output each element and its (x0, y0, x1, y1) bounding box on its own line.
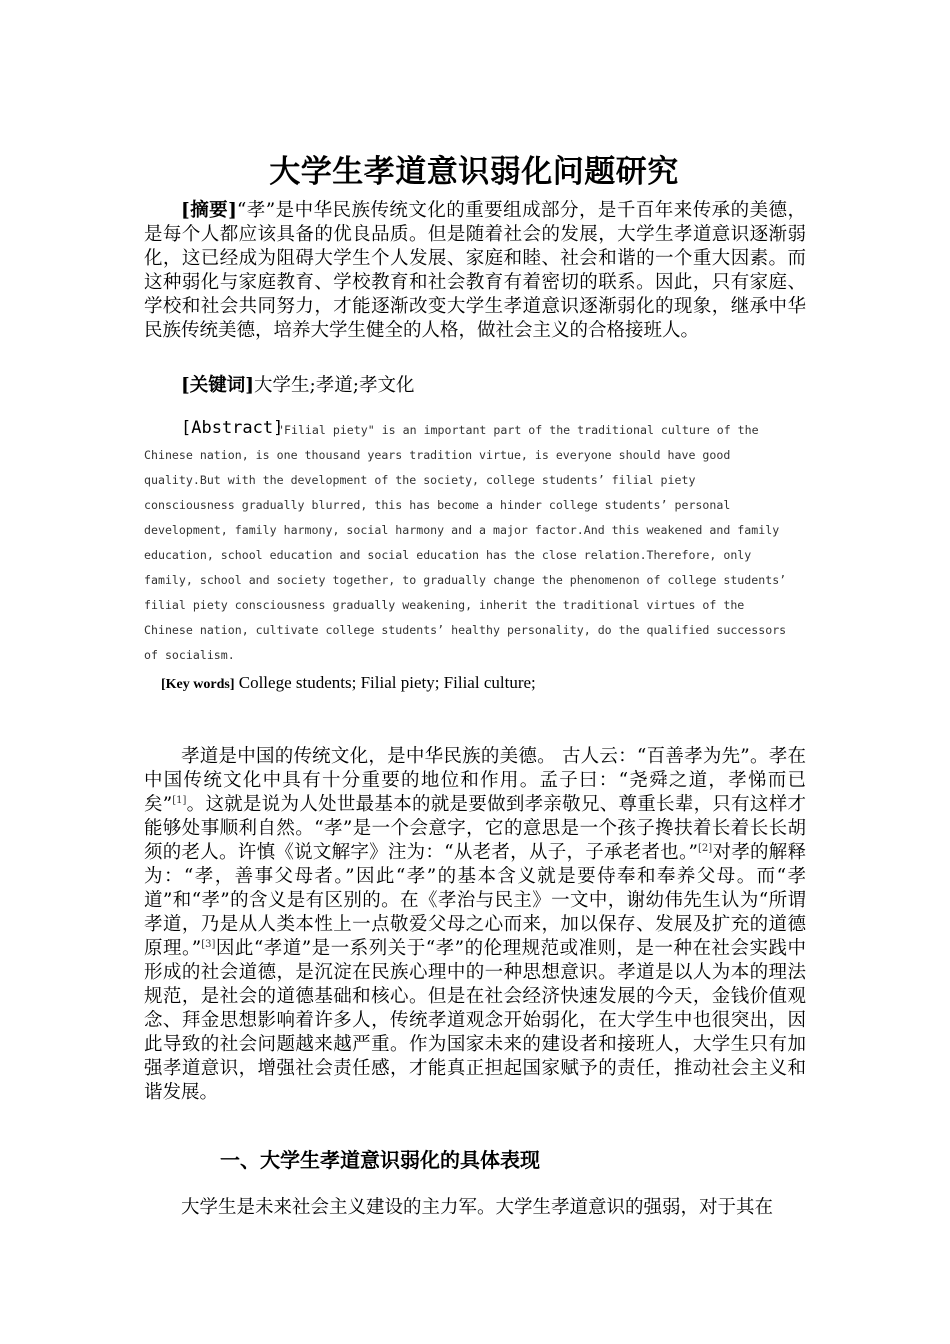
abstract-en-line: of socialism. (144, 648, 235, 662)
keywords-en-text: College students; Filial piety; Filial culture; (238, 673, 536, 692)
keywords-cn-text: 大学生;孝道;孝文化 (254, 375, 415, 396)
citation-2[interactable]: [2] (698, 842, 713, 854)
paper-title: 大学生孝道意识弱化问题研究 (269, 154, 679, 190)
intro-text-4: 因此“孝道”是一系列关于“孝”的伦理规范或准则，是一种在社会实践中形成的社会道德，是沉淀在民族心理中的一种思想意识。孝道是以人为本的理法规范，是社会的道德基础和核心。但是在社会经济快速发展的今天，金钱价值观念、拜金思想影响着许多人，传统孝道观念开始弱化，在大学生中也很突出，因此导致的社会问题越来越严重。作为国家未来的建设者和接班人，大学生只有加强孝道意识，增强社会责任感，才能真正担起国家赋予的责任，推动社会主义和谐发展。 (144, 938, 806, 1103)
intro-text-3: 对孝的解释为：“孝，善事父母者。”因此“孝”的基本含义就是要侍奉和奉养父母。而“孝道”和“孝”的含义是有区别的。在《孝治与民主》一文中，谢幼伟先生认为“所谓孝道，乃是从人类本性上一点敬爱父母之心而来，加以保存、发展及扩充的道德原理。” (144, 842, 806, 959)
abstract-en-line: "Filial piety" is an important part of the traditional culture of the (277, 423, 759, 437)
abstract-en-line: family, school and society together, to gradually change the phenomenon of college students’ (144, 573, 787, 587)
abstract-cn-label: [摘要] (181, 200, 237, 221)
intro-text-1: 孝道是中国的传统文化，是中华民族的美德。 古人云：“百善孝为先”。孝在中国传统文化中具有十分重要的地位和作用。孟子曰：“尧舜之道，孝悌而已矣” (144, 746, 806, 815)
abstract-en-line: education, school education and social education has the close relation.Therefore, only (144, 548, 752, 562)
intro-text-2: 。这就是说为人处世最基本的就是要做到孝亲敬兄、尊重长辈，只有这样才能够处事顺利自然。“孝”是一个会意字，它的意思是一个孩子搀扶着长着长长胡须的老人。许慎《说文解字》注为：“从老者，从子，子承老者也。” (144, 794, 806, 863)
keywords-en (161, 673, 536, 693)
abstract-en-line: Chinese nation, is one thousand years tradition virtue, is everyone should have good (144, 448, 731, 462)
abstract-en-line: development, family harmony, social harmony and a major factor.And this weakened and family (144, 523, 780, 537)
abstract-en-body (144, 418, 810, 668)
intro-paragraph (144, 745, 806, 1105)
abstract-cn (144, 199, 806, 343)
abstract-en-line: filial piety consciousness gradually weakening, inherit the traditional virtues of the (144, 598, 745, 612)
keywords-cn (144, 374, 806, 398)
abstract-en-line: quality.But with the development of the society, college students’ filial piety (144, 473, 696, 487)
abstract-en-line: Chinese nation, cultivate college students’ healthy personality, do the qualified successors (144, 623, 787, 637)
abstract-cn-text: “孝”是中华民族传统文化的重要组成部分，是千百年来传承的美德，是每个人都应该具备的优良品质。但是随着社会的发展，大学生孝道意识逐渐弱化，这已经成为阻碍大学生个人发展、家庭和睦、社会和谐的一个重大因素。而这种弱化与家庭教育、学校教育和社会教育有着密切的联系。因此，只有家庭、学校和社会共同努力，才能逐渐改变大学生孝道意识逐渐弱化的现象，继承中华民族传统美德，培养大学生健全的人格，做社会主义的合格接班人。 (144, 200, 807, 341)
citation-1[interactable]: [1] (172, 794, 187, 806)
section-heading: 一、大学生孝道意识弱化的具体表现 (220, 1148, 540, 1172)
keywords-cn-label: [关键词] (181, 375, 255, 396)
abstract-en-line: consciousness gradually blurred, this has become a hinder college students’ personal (144, 498, 731, 512)
abstract-en-label: [Abstract] (181, 418, 284, 438)
keywords-en-label: [Key words] (161, 677, 235, 692)
section-paragraph: 大学生是未来社会主义建设的主力军。大学生孝道意识的强弱，对于其在 (181, 1197, 774, 1218)
citation-3[interactable]: [3] (201, 938, 216, 950)
